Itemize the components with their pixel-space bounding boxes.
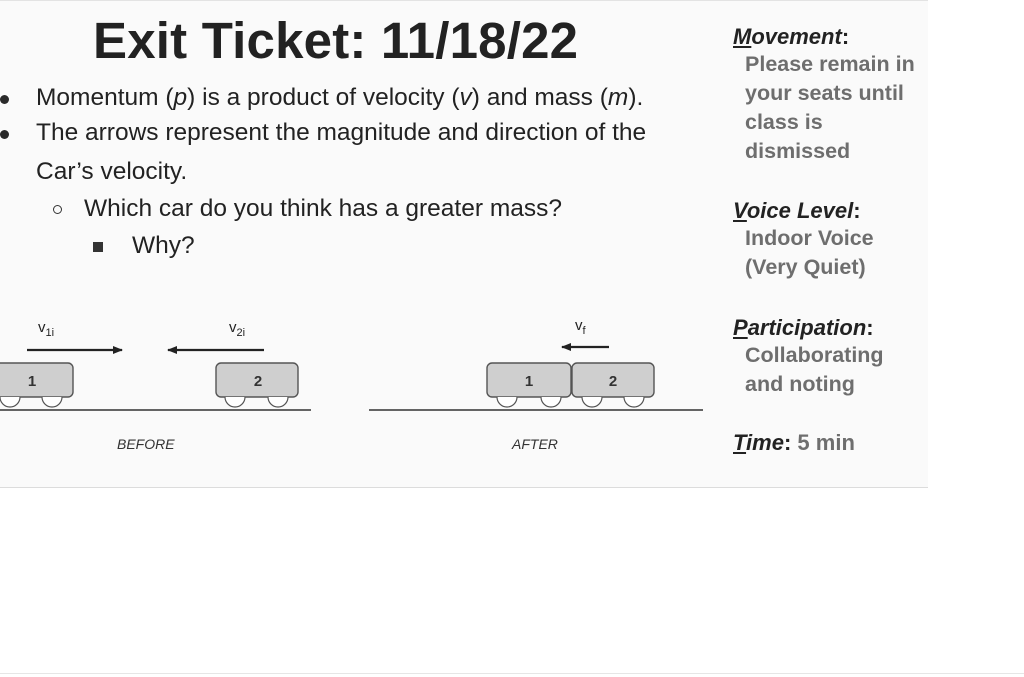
divider xyxy=(0,673,1024,674)
movement-section xyxy=(733,24,915,166)
v1i-label: $v_{1i}$ xyxy=(38,319,55,339)
bullet-arrows-line1: The arrows represent the magnitude and direction of the xyxy=(36,119,647,146)
bullet-text: Momentum ( xyxy=(36,84,174,111)
before-label: BEFORE xyxy=(117,436,175,452)
vf-label: $v_f$ xyxy=(575,317,586,337)
collision-diagram xyxy=(0,301,720,461)
movement-text: Please remain in your seats until class is dismissed xyxy=(745,52,915,163)
symbol-m: m xyxy=(607,84,629,111)
car-2-before xyxy=(216,363,298,407)
participation-section xyxy=(733,315,915,399)
sub-bullet-question: Which car do you think has a greater mass? xyxy=(84,195,562,222)
movement-heading: Movement: xyxy=(733,24,850,49)
bullet-text: ) is a product of velocity ( xyxy=(187,84,460,111)
after-label: AFTER xyxy=(512,436,558,452)
bullet-arrows-line2: Car’s velocity. xyxy=(36,158,188,185)
voice-heading: Voice Level: xyxy=(733,198,861,223)
sub-sub-bullet-why: Why? xyxy=(132,232,195,259)
sub-sub-bullet-square xyxy=(93,242,103,252)
svg-text:1: 1 xyxy=(27,373,37,390)
page-title: Exit Ticket: 11/18/22 xyxy=(93,12,579,69)
bullet-dot xyxy=(0,95,9,104)
v2i-label: $v_{2i}$ xyxy=(229,319,246,339)
voice-section xyxy=(733,198,905,282)
participation-heading: Participation: xyxy=(733,315,874,340)
car-1-after xyxy=(487,363,571,407)
svg-text:2: 2 xyxy=(253,373,263,390)
car-2-after xyxy=(572,363,654,407)
participation-text: Collaborating and noting xyxy=(745,343,884,396)
time-section: Time: 5 min xyxy=(733,430,855,455)
voice-text: Indoor Voice (Very Quiet) xyxy=(745,226,874,279)
svg-text:2: 2 xyxy=(608,373,618,390)
symbol-v: v xyxy=(459,84,472,111)
bullet-dot xyxy=(0,130,9,139)
symbol-p: p xyxy=(173,84,188,111)
bullet-momentum xyxy=(36,84,643,112)
bullet-text: ). xyxy=(628,84,644,111)
sub-bullet-circle xyxy=(53,205,62,214)
car-1-before xyxy=(0,363,73,407)
svg-text:1: 1 xyxy=(524,373,534,390)
bullet-text: ) and mass ( xyxy=(471,84,608,111)
time-value: 5 min xyxy=(797,430,855,455)
